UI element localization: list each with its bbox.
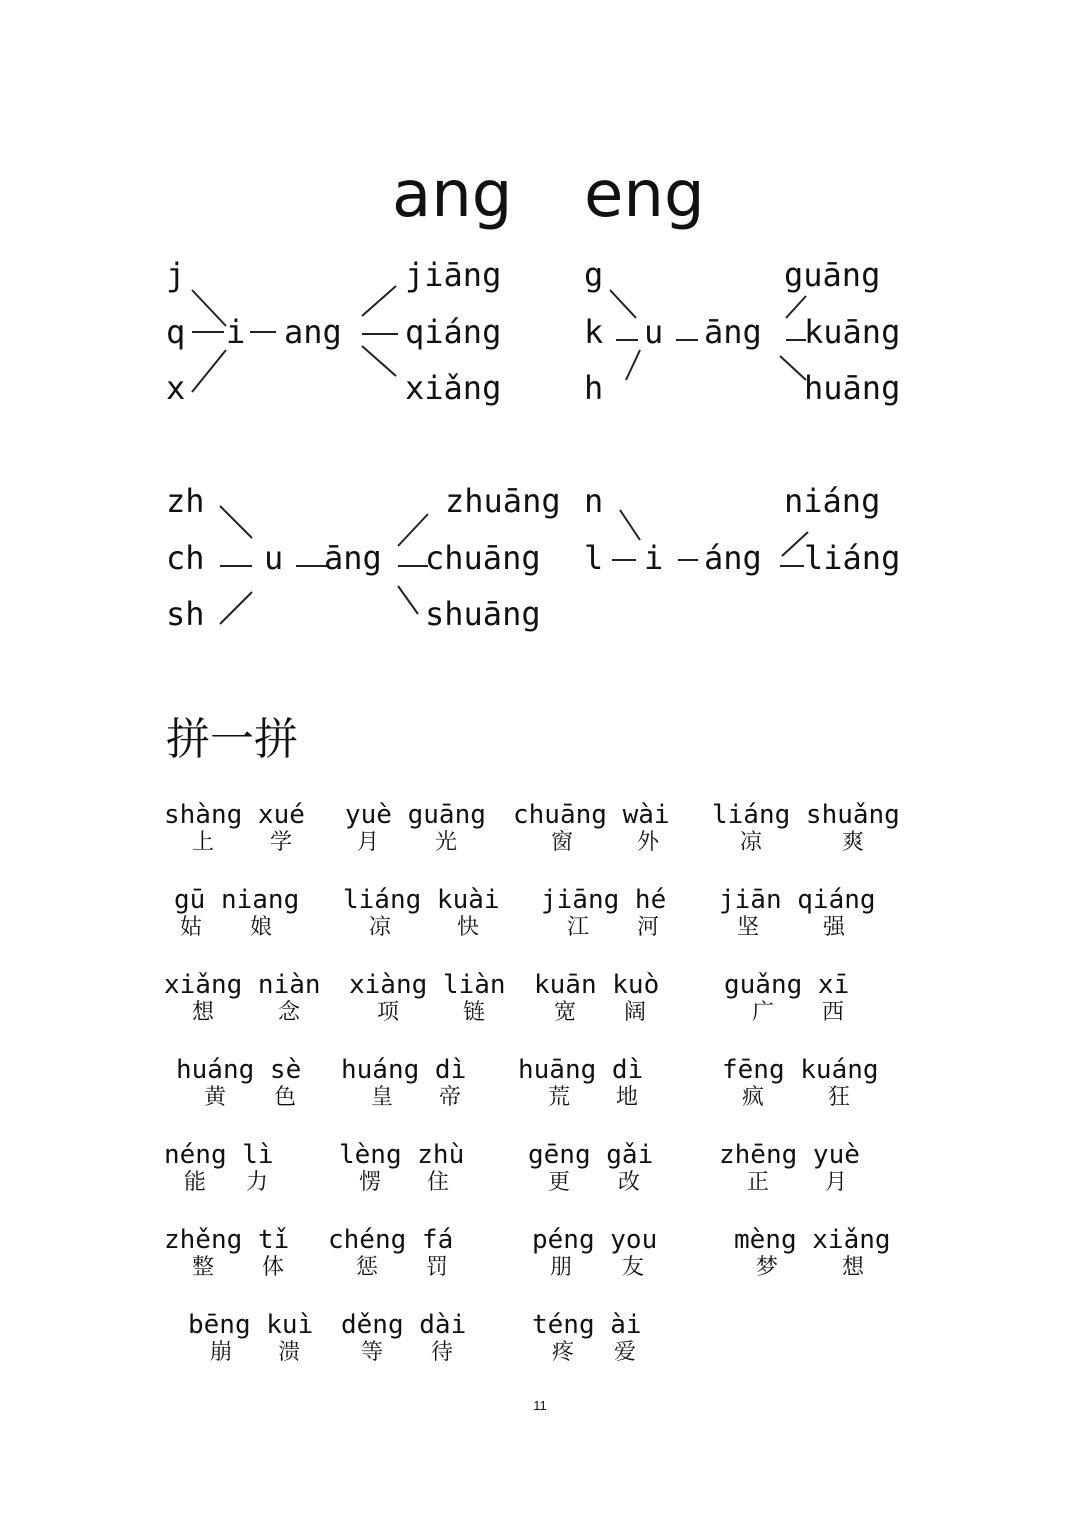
word-hanzi: 罚 <box>426 1255 449 1280</box>
word-pinyin: huāng dì <box>518 1055 644 1085</box>
word-pinyin: zhěng tǐ <box>164 1225 290 1255</box>
word-hanzi: 惩 <box>356 1255 379 1280</box>
word-pinyin: liáng kuài <box>343 885 500 915</box>
word-item <box>513 800 693 856</box>
word-hanzi: 更 <box>548 1170 571 1195</box>
word-pinyin: chéng fá <box>328 1225 454 1255</box>
initial-l: l <box>584 539 604 577</box>
word-hanzi: 住 <box>427 1170 450 1195</box>
word-item <box>341 1310 521 1366</box>
word-hanzi: 上 <box>192 830 215 855</box>
word-hanzi: 凉 <box>740 830 763 855</box>
word-item <box>164 800 344 856</box>
result: niáng <box>784 482 881 520</box>
final: āng <box>324 539 382 577</box>
word-hanzi: 黄 <box>204 1085 227 1110</box>
word-pinyin: chuāng wài <box>513 800 670 830</box>
word-hanzi: 疯 <box>742 1085 765 1110</box>
word-item <box>345 800 525 856</box>
word-item <box>534 970 714 1026</box>
initial-x: x <box>166 369 186 407</box>
word-hanzi: 整 <box>192 1255 215 1280</box>
word-item <box>164 1225 344 1281</box>
page-number: 11 <box>533 1398 547 1413</box>
word-item <box>528 1140 708 1196</box>
word-hanzi: 能 <box>184 1170 207 1195</box>
word-item <box>328 1225 508 1281</box>
word-item <box>722 1055 902 1111</box>
word-hanzi: 崩 <box>210 1340 233 1365</box>
word-item <box>349 970 529 1026</box>
word-pinyin: guǎng xī <box>724 970 850 1000</box>
word-pinyin: huáng sè <box>176 1055 302 1085</box>
result: huāng <box>804 369 901 407</box>
word-hanzi: 狂 <box>828 1085 851 1110</box>
word-pinyin: néng lì <box>164 1140 274 1170</box>
word-pinyin: shàng xué <box>164 800 305 830</box>
word-hanzi: 皇 <box>371 1085 394 1110</box>
word-hanzi: 正 <box>747 1170 770 1195</box>
word-hanzi: 待 <box>431 1340 454 1365</box>
word-hanzi: 项 <box>377 1000 400 1025</box>
initial-h: h <box>584 369 604 407</box>
word-hanzi: 江 <box>567 915 590 940</box>
word-hanzi: 月 <box>825 1170 848 1195</box>
word-hanzi: 愣 <box>359 1170 382 1195</box>
word-hanzi: 色 <box>274 1085 297 1110</box>
result: kuāng <box>804 313 901 351</box>
word-hanzi: 体 <box>262 1255 285 1280</box>
word-hanzi: 姑 <box>180 915 203 940</box>
word-hanzi: 力 <box>246 1170 269 1195</box>
initial-k: k <box>584 313 604 351</box>
title-ang: ang <box>392 158 513 232</box>
medial: u <box>264 539 284 577</box>
initial-n: n <box>584 482 604 520</box>
word-hanzi: 友 <box>622 1255 645 1280</box>
word-item <box>532 1310 712 1366</box>
word-hanzi: 改 <box>618 1170 641 1195</box>
word-hanzi: 朋 <box>550 1255 573 1280</box>
word-item <box>164 970 344 1026</box>
result: chuāng <box>425 539 541 577</box>
word-hanzi: 疼 <box>552 1340 575 1365</box>
word-item <box>339 1140 519 1196</box>
initial-j: j <box>166 256 186 294</box>
word-hanzi: 月 <box>357 830 380 855</box>
word-pinyin: gū niang <box>174 885 300 915</box>
word-hanzi: 广 <box>752 1000 775 1025</box>
word-pinyin: téng ài <box>532 1310 642 1340</box>
word-hanzi: 链 <box>463 1000 486 1025</box>
word-item <box>724 970 904 1026</box>
result: liáng <box>804 539 901 577</box>
word-pinyin: liáng shuǎng <box>712 800 900 830</box>
word-pinyin: jiāng hé <box>541 885 667 915</box>
word-item <box>532 1225 712 1281</box>
word-hanzi: 河 <box>637 915 660 940</box>
word-hanzi: 地 <box>616 1085 639 1110</box>
final: ang <box>284 313 342 351</box>
word-hanzi: 爱 <box>614 1340 637 1365</box>
word-hanzi: 坚 <box>737 915 760 940</box>
word-hanzi: 快 <box>457 915 480 940</box>
word-item <box>518 1055 698 1111</box>
word-hanzi: 想 <box>842 1255 865 1280</box>
word-pinyin: děng dài <box>341 1310 467 1340</box>
result: jiāng <box>405 256 502 294</box>
word-pinyin: huáng dì <box>341 1055 467 1085</box>
word-pinyin: jiān qiáng <box>719 885 876 915</box>
final: áng <box>704 539 762 577</box>
word-hanzi: 梦 <box>756 1255 779 1280</box>
word-item <box>164 1140 344 1196</box>
initial-sh: sh <box>166 595 205 633</box>
word-pinyin: xiǎng niàn <box>164 970 321 1000</box>
word-hanzi: 荒 <box>548 1085 571 1110</box>
word-hanzi: 等 <box>361 1340 384 1365</box>
word-hanzi: 帝 <box>439 1085 462 1110</box>
final: āng <box>704 313 762 351</box>
result: guāng <box>784 256 881 294</box>
word-hanzi: 娘 <box>250 915 273 940</box>
medial: u <box>644 313 664 351</box>
word-pinyin: gēng gǎi <box>528 1140 654 1170</box>
word-hanzi: 窗 <box>551 830 574 855</box>
result: qiáng <box>405 313 502 351</box>
word-item <box>541 885 721 941</box>
word-item <box>174 885 354 941</box>
result: zhuāng <box>445 482 561 520</box>
word-hanzi: 光 <box>435 830 458 855</box>
initial-zh: zh <box>166 482 205 520</box>
word-pinyin: yuè guāng <box>345 800 486 830</box>
word-item <box>734 1225 914 1281</box>
word-item <box>176 1055 356 1111</box>
word-hanzi: 宽 <box>554 1000 577 1025</box>
word-item <box>719 1140 899 1196</box>
word-hanzi: 西 <box>822 1000 845 1025</box>
word-hanzi: 凉 <box>369 915 392 940</box>
word-hanzi: 外 <box>637 830 660 855</box>
result: xiǎng <box>405 369 502 407</box>
word-item <box>341 1055 521 1111</box>
word-pinyin: bēng kuì <box>188 1310 314 1340</box>
word-item <box>719 885 899 941</box>
initial-ch: ch <box>166 539 205 577</box>
word-hanzi: 阔 <box>624 1000 647 1025</box>
word-hanzi: 学 <box>270 830 293 855</box>
title-eng: eng <box>584 158 705 232</box>
word-pinyin: fēng kuáng <box>722 1055 879 1085</box>
word-hanzi: 强 <box>823 915 846 940</box>
word-hanzi: 念 <box>278 1000 301 1025</box>
word-hanzi: 想 <box>192 1000 215 1025</box>
word-pinyin: péng you <box>532 1225 658 1255</box>
word-pinyin: zhēng yuè <box>719 1140 860 1170</box>
result: shuāng <box>425 595 541 633</box>
word-item <box>343 885 523 941</box>
word-item <box>712 800 900 856</box>
word-hanzi: 爽 <box>842 830 865 855</box>
word-pinyin: lèng zhù <box>339 1140 465 1170</box>
word-hanzi: 溃 <box>278 1340 301 1365</box>
word-pinyin: kuān kuò <box>534 970 660 1000</box>
word-pinyin: xiàng liàn <box>349 970 506 1000</box>
initial-g: g <box>584 256 604 294</box>
initial-q: q <box>166 313 186 351</box>
section-title: 拼一拼 <box>166 714 298 765</box>
word-pinyin: mèng xiǎng <box>734 1225 891 1255</box>
medial: i <box>226 313 246 351</box>
medial: i <box>644 539 664 577</box>
